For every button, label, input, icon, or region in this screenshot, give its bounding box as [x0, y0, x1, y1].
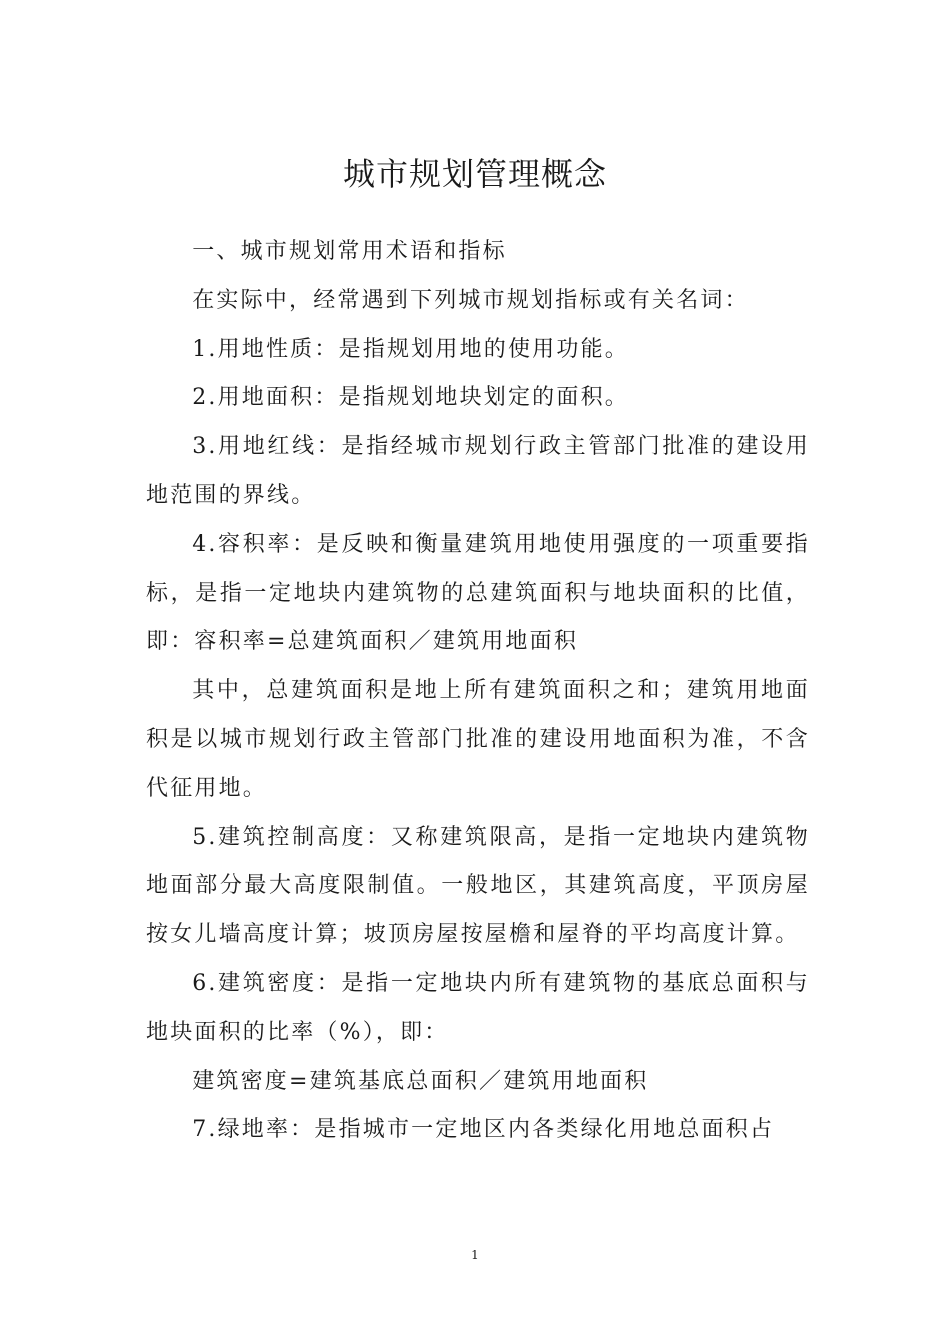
document-title: 城市规划管理概念 [342, 155, 607, 193]
paragraph-green-ratio: 7.绿地率：是指城市一定地区内各类绿化用地总面积占 [192, 1117, 775, 1143]
paragraph-height-control: 5.建筑控制高度：又称建筑限高，是指一定地块内建筑物地面部分最大高度限制值。一般地区，其建筑高度，平顶房屋按女儿墙高度计算；坡顶房屋按屋檐和屋脊的平均高度计算。 [146, 824, 810, 948]
page-number: 1 [471, 1248, 479, 1262]
paragraph-floor-area-ratio: 4.容积率：是反映和衡量建筑用地使用强度的一项重要指标，是指一定地块内建筑物的总建筑面积与地块面积的比值，即：容积率=总建筑面积／建筑用地面积 [146, 531, 810, 655]
paragraph-land-area: 2.用地面积：是指规划地块划定的面积。 [192, 385, 629, 411]
section-heading: 一、城市规划常用术语和指标 [192, 239, 507, 264]
paragraph-density-formula: 建筑密度=建筑基底总面积／建筑用地面积 [192, 1068, 649, 1094]
document-body [146, 228, 810, 1155]
paragraph-intro: 在实际中，经常遇到下列城市规划指标或有关名词： [192, 287, 749, 313]
paragraph-red-line: 3.用地红线：是指经城市规划行政主管部门批准的建设用地范围的界线。 [146, 434, 810, 508]
paragraph-total-area-note: 其中，总建筑面积是地上所有建筑面积之和；建筑用地面积是以城市规划行政主管部门批准的建设用地面积为准，不含代征用地。 [146, 678, 810, 801]
paragraph-building-density: 6.建筑密度：是指一定地块内所有建筑物的基底总面积与地块面积的比率（%），即： [146, 970, 810, 1045]
paragraph-land-use-nature: 1.用地性质：是指规划用地的使用功能。 [192, 336, 629, 362]
